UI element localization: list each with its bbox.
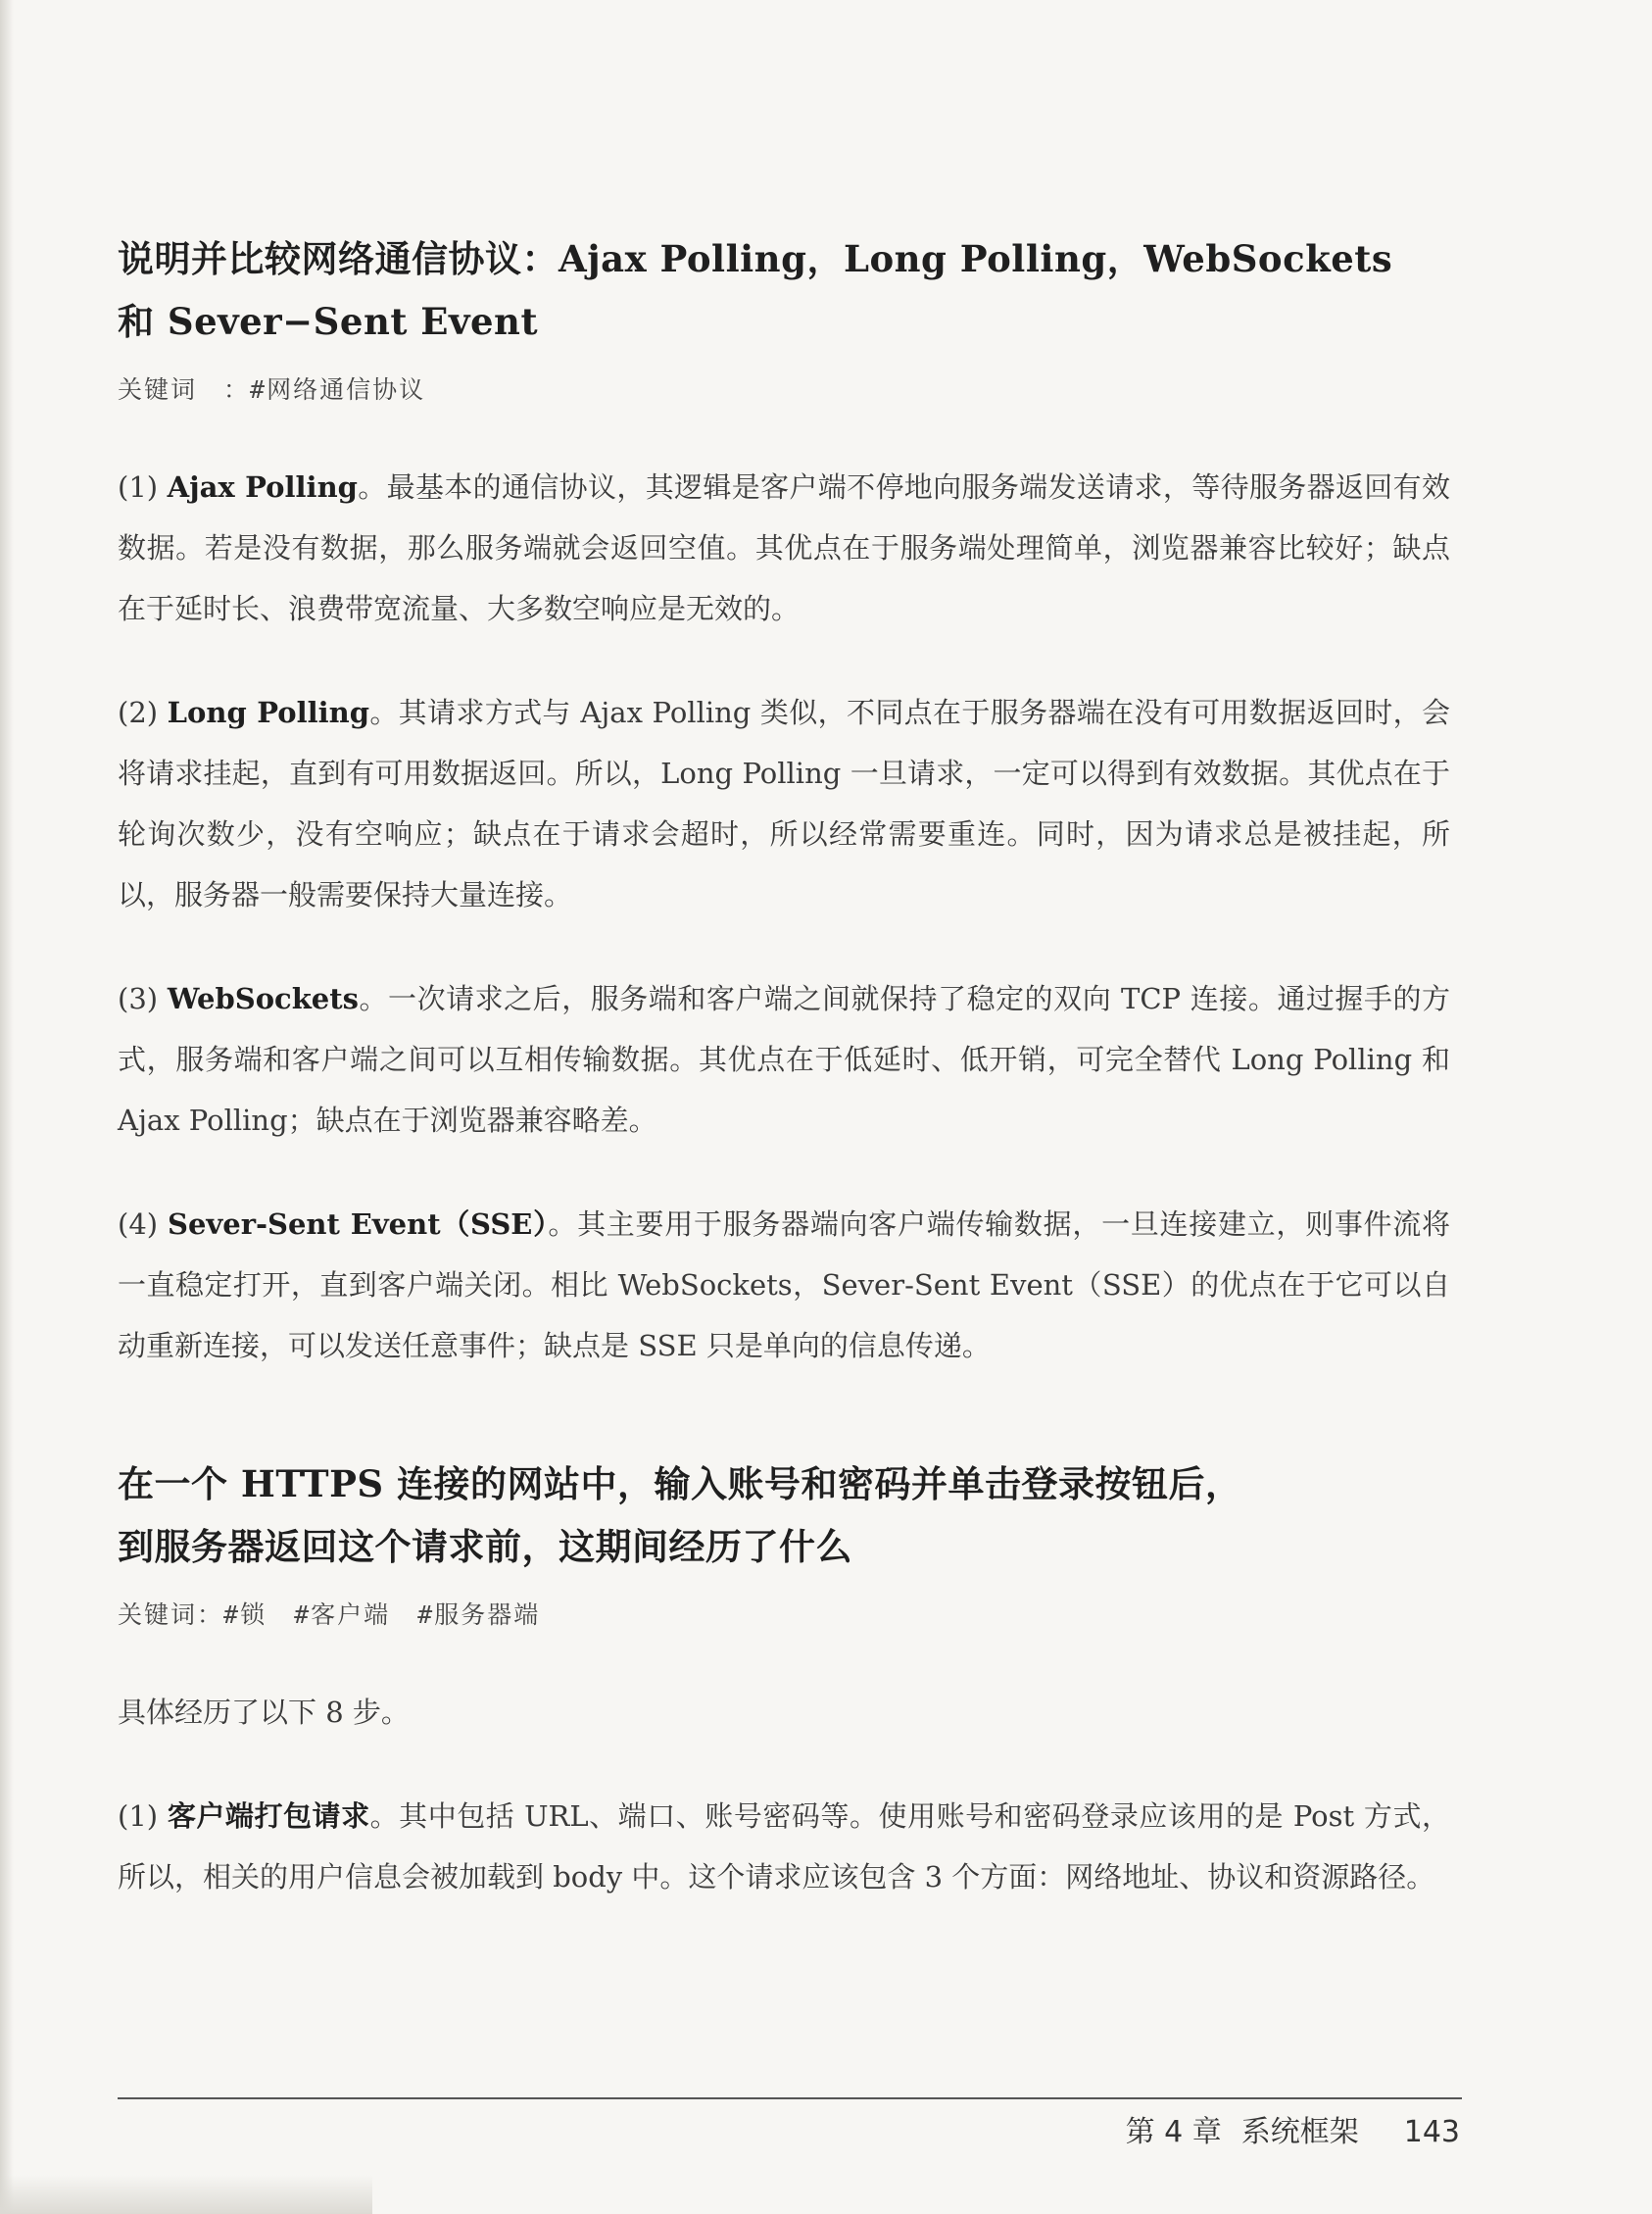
list-item (118, 968, 1450, 1151)
section-title-line1: 说明并比较网络通信协议：Ajax Polling，Long Polling，WebSockets (118, 237, 1393, 280)
footer-divider (118, 2097, 1462, 2099)
page-content (118, 227, 1450, 1950)
list-item (118, 457, 1450, 639)
section-2 (118, 1452, 1450, 1907)
page-number: 143 (1403, 2115, 1460, 2149)
list-item (118, 682, 1450, 925)
item-number: (3) (118, 982, 168, 1015)
section-title-line2: 和 Sever−Sent Event (118, 300, 539, 343)
item-text: 。其中包括 URL、端口、账号密码等。使用账号和密码登录应该用的是 Post 方式，所以，相关的用户信息会被加载到 body 中。这个请求应该包含 3 个方面：网络地址、协议和资源路径。 (118, 1799, 1450, 1894)
item-term: Ajax Polling (167, 470, 358, 504)
keyword-tag: #网络通信协议 (250, 375, 426, 404)
item-term: WebSockets (167, 982, 359, 1015)
item-term: Long Polling (167, 696, 369, 729)
list-item (118, 1786, 1450, 1907)
section-title-line2: 到服务器返回这个请求前，这期间经历了什么 (118, 1525, 852, 1568)
keywords-line (118, 370, 1450, 406)
item-text: 。其主要用于服务器端向客户端传输数据，一旦连接建立，则事件流将一直稳定打开，直到客户端关闭。相比 WebSockets，Sever-Sent Event（SSE）的优点在于它可以自动重新连接，可以发送任意事件；缺点是 SSE 只是单向的信息传递。 (118, 1207, 1451, 1362)
footer-chapter: 第 4 章 (1125, 2115, 1222, 2149)
item-number: (2) (118, 696, 168, 729)
item-text: 。其请求方式与 Ajax Polling 类似，不同点在于服务器端在没有可用数据返回时，会将请求挂起，直到有可用数据返回。所以，Long Polling 一旦请求，一定可以得到有效数据。其优点在于轮询次数少，没有空响应；缺点在于请求会超时，所以经常需要重连。同时，因为请求总是被挂起，所以，服务器一般需要保持大量连接。 (118, 696, 1450, 911)
item-text: 。一次请求之后，服务端和客户端之间就保持了稳定的双向 TCP 连接。通过握手的方式，服务端和客户端之间可以互相传输数据。其优点在于低延时、低开销，可完全替代 Long Polling 和 Ajax Polling；缺点在于浏览器兼容略差。 (118, 982, 1451, 1137)
keyword-tag: #客户端 (294, 1600, 391, 1629)
section-title (118, 1452, 1450, 1578)
item-term: Sever-Sent Event（SSE） (168, 1207, 549, 1241)
list-item (118, 1194, 1450, 1376)
section-gap (118, 1419, 1450, 1452)
section-title (118, 227, 1450, 353)
intro-text: 具体经历了以下 8 步。 (118, 1696, 410, 1729)
item-text: 。最基本的通信协议，其逻辑是客户端不停地向服务端发送请求，等待服务器返回有效数据。若是没有数据，那么服务端就会返回空值。其优点在于服务端处理简单，浏览器兼容比较好；缺点在于延时长、浪费带宽流量、大多数空响应是无效的。 (118, 470, 1450, 625)
keywords-line (118, 1596, 1450, 1631)
footer-chapter-title: 系统框架 (1240, 2115, 1359, 2149)
section-1 (118, 227, 1450, 1376)
scan-shadow (0, 2175, 372, 2214)
keywords-label: 关键词 ： (118, 375, 251, 404)
keywords-label: 关键词： (118, 1600, 224, 1629)
keyword-tag: #锁 (223, 1600, 267, 1629)
item-number: (1) (118, 470, 168, 504)
item-number: (4) (118, 1207, 169, 1241)
item-term: 客户端打包请求 (167, 1799, 370, 1833)
item-number: (1) (118, 1799, 168, 1833)
binding-shadow (0, 0, 14, 2214)
page-footer (1106, 2107, 1460, 2150)
section-title-line1: 在一个 HTTPS 连接的网站中，输入账号和密码并单击登录按钮后， (118, 1462, 1242, 1505)
keyword-tag: #服务器端 (417, 1600, 541, 1629)
